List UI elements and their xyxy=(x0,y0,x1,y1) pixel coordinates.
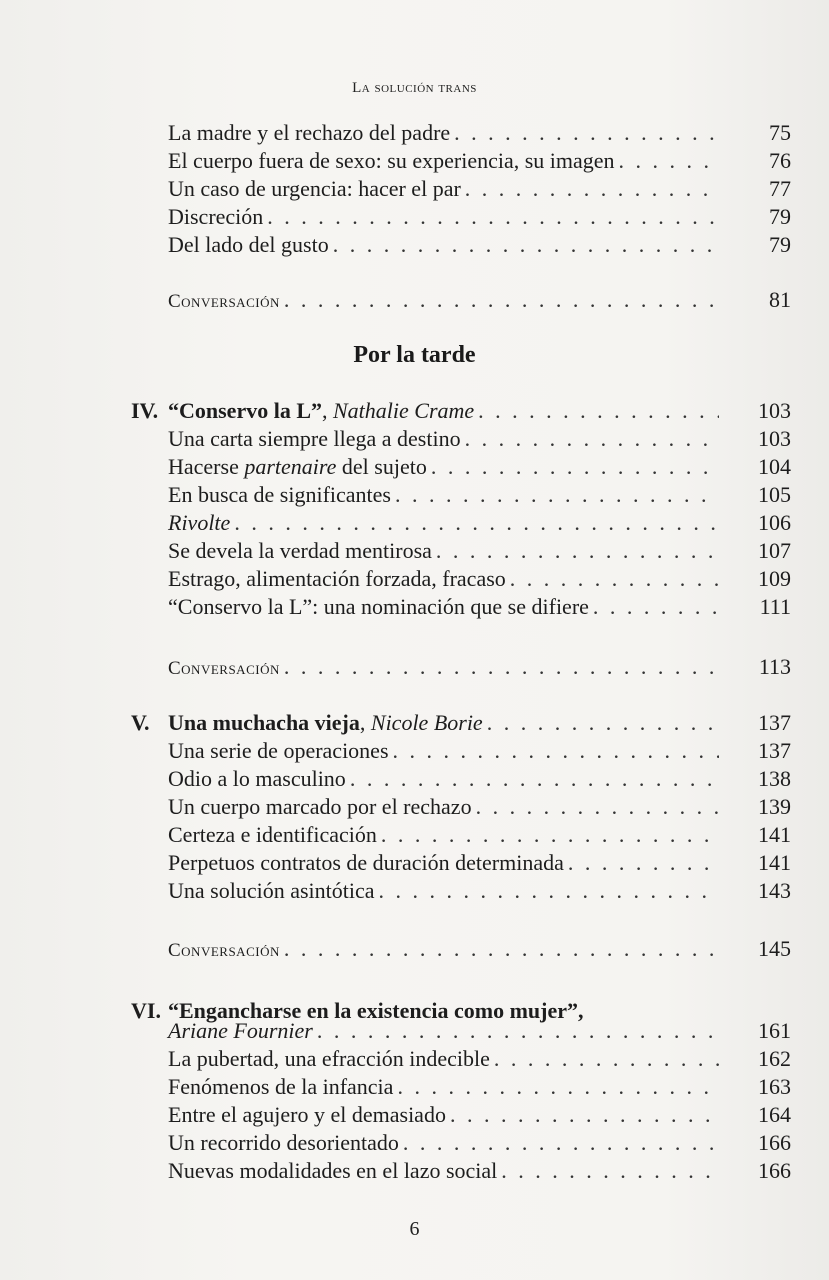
toc-entry-page: 162 xyxy=(758,1046,791,1071)
toc-entry xyxy=(0,118,829,148)
leader-dots xyxy=(379,876,719,906)
toc-entry xyxy=(0,202,829,232)
toc-chapter: V. Una muchacha vieja, Nicole Borie . . . 137 xyxy=(0,708,829,738)
toc-entry xyxy=(0,424,829,454)
leader-dots xyxy=(350,764,719,794)
toc-entry-title: Rivolte xyxy=(168,510,231,535)
toc-entry xyxy=(0,1044,829,1074)
chapter-author: Ariane Fournier xyxy=(168,1018,313,1043)
toc-entry xyxy=(0,1100,829,1130)
leader-dots xyxy=(395,480,719,510)
chapter-title: “Engancharse en la existencia como mujer”, xyxy=(168,998,584,1023)
toc-entry-page: 103 xyxy=(758,426,791,451)
chapter-number: V. xyxy=(131,710,150,735)
toc-entry xyxy=(0,508,829,538)
leader-dots xyxy=(284,934,719,964)
toc-entry xyxy=(0,536,829,566)
toc-entry xyxy=(0,146,829,176)
toc-entry-page: 141 xyxy=(758,850,791,875)
chapter-title: Una muchacha vieja xyxy=(168,710,360,735)
toc-entry xyxy=(0,592,829,622)
chapter-number: VI. xyxy=(131,998,161,1023)
toc-entry-page: 79 xyxy=(769,204,791,229)
entry-italic-part: partenaire xyxy=(244,454,337,479)
leader-dots xyxy=(333,230,719,260)
page-number: 6 xyxy=(409,1218,420,1240)
toc-entry-page: 103 xyxy=(758,398,791,423)
chapter-author: Nicole Borie xyxy=(370,710,483,735)
leader-dots xyxy=(403,1128,719,1158)
conversation-label: Conversación xyxy=(168,658,280,679)
toc-entry xyxy=(0,1128,829,1158)
toc-entry xyxy=(0,876,829,906)
leader-dots xyxy=(317,1016,719,1046)
toc-entry xyxy=(0,174,829,204)
toc-entry-page: 166 xyxy=(758,1130,791,1155)
leader-dots xyxy=(436,536,719,566)
toc-entry-title: Certeza e identificación xyxy=(168,822,377,847)
conversation-label: Conversación xyxy=(168,940,280,961)
toc-entry-title: Del lado del gusto xyxy=(168,232,329,257)
chapter-number: IV. xyxy=(131,398,159,423)
running-header: La solución trans xyxy=(352,80,477,96)
leader-dots xyxy=(431,452,719,482)
toc-entry-title: Un recorrido desorientado xyxy=(168,1130,399,1155)
toc-chapter: IV. “Conservo la L”, Nathalie Crame . . . 103 xyxy=(0,396,829,426)
toc-entry xyxy=(0,452,829,482)
toc-entry xyxy=(0,1072,829,1102)
toc-entry-page: 77 xyxy=(769,176,791,201)
conversation-label: Conversación xyxy=(168,291,280,312)
toc-entry xyxy=(0,792,829,822)
leader-dots xyxy=(267,202,719,232)
toc-entry-title: El cuerpo fuera de sexo: su experiencia, su imagen xyxy=(168,148,615,173)
toc-entry-page: 166 xyxy=(758,1158,791,1183)
leader-dots xyxy=(284,652,719,682)
leader-dots xyxy=(494,1044,719,1074)
toc-conversation xyxy=(0,652,829,682)
toc-entry xyxy=(0,230,829,260)
section-title: Por la tarde xyxy=(353,342,476,368)
leader-dots xyxy=(478,396,719,426)
leader-dots xyxy=(487,708,719,738)
entry-text-part: Hacerse xyxy=(168,454,245,479)
toc-entry-page: 145 xyxy=(758,936,791,961)
leader-dots xyxy=(476,792,719,822)
toc-entry xyxy=(0,820,829,850)
toc-entry-title: “Conservo la L”: una nominación que se difiere xyxy=(168,594,589,619)
leader-dots xyxy=(393,736,719,766)
toc-entry-page: 76 xyxy=(769,148,791,173)
toc-entry-page: 163 xyxy=(758,1074,791,1099)
leader-dots xyxy=(619,146,719,176)
toc-entry-title: Una carta siempre llega a destino xyxy=(168,426,461,451)
toc-entry-title: Nuevas modalidades en el lazo social xyxy=(168,1158,498,1183)
toc-entry xyxy=(0,564,829,594)
toc-entry-title: La madre y el rechazo del padre xyxy=(168,120,451,145)
toc-entry xyxy=(0,1016,829,1046)
toc-entry-title: Una solución asintótica xyxy=(168,878,375,903)
toc-entry-title: Un caso de urgencia: hacer el par xyxy=(168,176,461,201)
toc-entry-page: 161 xyxy=(758,1018,791,1043)
toc-entry-title: Se devela la verdad mentirosa xyxy=(168,538,432,563)
toc-entry xyxy=(0,848,829,878)
chapter-author: Nathalie Crame xyxy=(333,398,475,423)
toc-entry-page: 141 xyxy=(758,822,791,847)
toc-entry-title: Entre el agujero y el demasiado xyxy=(168,1102,446,1127)
toc-entry-title: La pubertad, una efracción indecible xyxy=(168,1046,490,1071)
leader-dots xyxy=(510,564,719,594)
toc-entry-page: 81 xyxy=(769,287,791,312)
leader-dots xyxy=(501,1156,719,1186)
toc-entry-title: Odio a lo masculino xyxy=(168,766,346,791)
toc-entry-page: 164 xyxy=(758,1102,791,1127)
toc-entry-page: 79 xyxy=(769,232,791,257)
toc-entry-title: Un cuerpo marcado por el rechazo xyxy=(168,794,472,819)
toc-entry-title xyxy=(168,452,427,482)
toc-entry-page: 107 xyxy=(758,538,791,563)
leader-dots xyxy=(593,592,719,622)
toc-entry xyxy=(0,1156,829,1186)
leader-dots xyxy=(450,1100,719,1130)
entry-text-part: del sujeto xyxy=(336,454,427,479)
toc-entry-page: 113 xyxy=(758,654,791,679)
toc-entry-page: 75 xyxy=(769,120,791,145)
toc-conversation xyxy=(0,934,829,964)
toc-entry-title: Estrago, alimentación forzada, fracaso xyxy=(168,566,506,591)
toc-entry-page: 111 xyxy=(759,594,791,619)
toc-entry-page: 143 xyxy=(758,878,791,903)
leader-dots xyxy=(454,118,719,148)
toc-entry-page: 138 xyxy=(758,766,791,791)
toc-conversation xyxy=(0,285,829,315)
toc-entry xyxy=(0,764,829,794)
toc-entry-page: 105 xyxy=(758,482,791,507)
toc-entry-page: 109 xyxy=(758,566,791,591)
chapter-title: “Conservo la L” xyxy=(168,398,322,423)
leader-dots xyxy=(568,848,719,878)
toc-entry-page: 104 xyxy=(758,454,791,479)
leader-dots xyxy=(234,508,719,538)
leader-dots xyxy=(284,285,719,315)
toc-entry-title: Una serie de operaciones xyxy=(168,738,389,763)
toc-entry-page: 106 xyxy=(758,510,791,535)
toc-entry-page: 139 xyxy=(758,794,791,819)
leader-dots xyxy=(381,820,719,850)
leader-dots xyxy=(465,424,719,454)
toc-entry xyxy=(0,736,829,766)
toc-entry xyxy=(0,480,829,510)
leader-dots xyxy=(465,174,719,204)
toc-entry-page: 137 xyxy=(758,710,791,735)
toc-entry-title: Discreción xyxy=(168,204,264,229)
toc-entry-page: 137 xyxy=(758,738,791,763)
toc-entry-title: Perpetuos contratos de duración determinada xyxy=(168,850,564,875)
leader-dots xyxy=(397,1072,719,1102)
toc-entry-title: Fenómenos de la infancia xyxy=(168,1074,394,1099)
toc-entry-title: En busca de significantes xyxy=(168,482,391,507)
